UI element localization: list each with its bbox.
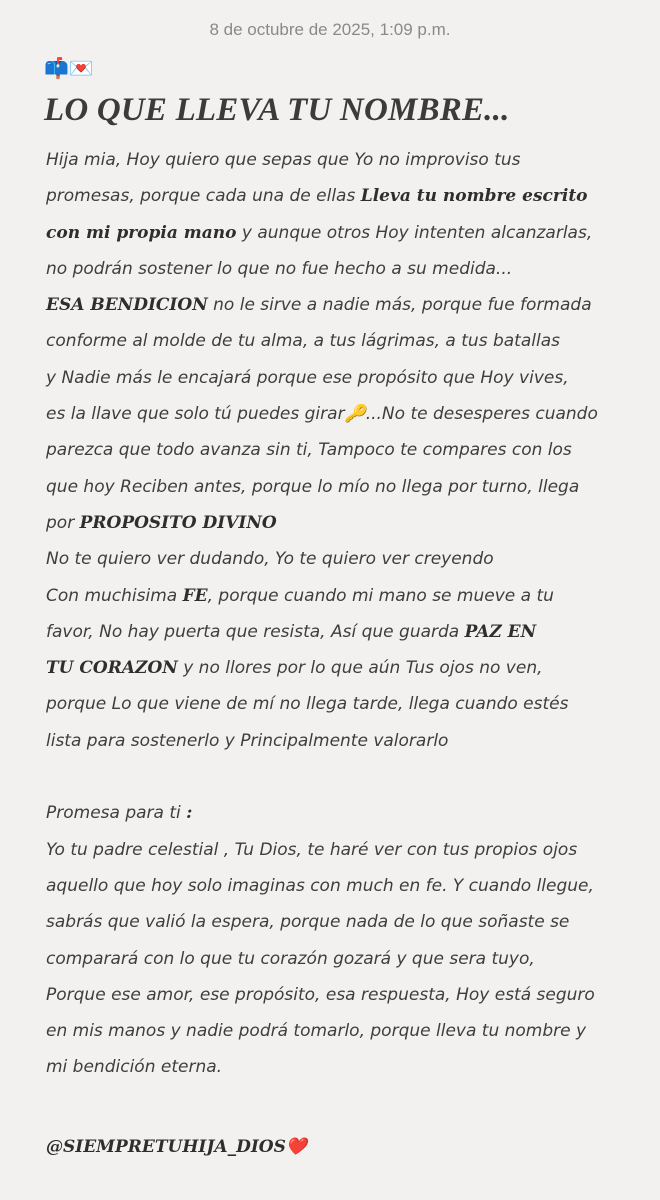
text-segment: y no llores por lo que aún Tus ojos no ven, bbox=[177, 658, 543, 679]
body-line bbox=[46, 432, 646, 468]
text-segment: por bbox=[46, 512, 80, 533]
text-segment: Porque ese amor, ese propósito, esa respuesta, Hoy está seguro bbox=[46, 984, 595, 1005]
text-segment: y Nadie más le encajará porque ese propósito que Hoy vives, bbox=[46, 367, 569, 388]
emphasized-text: PAZ EN bbox=[464, 621, 537, 642]
body-line bbox=[46, 469, 646, 505]
emphasized-text: PROPOSITO DIVINO bbox=[79, 512, 277, 533]
body-line bbox=[46, 1049, 646, 1085]
text-segment: parezca que todo avanza sin ti, Tampoco te compares con los bbox=[46, 440, 572, 461]
blank-line bbox=[46, 1086, 646, 1122]
body-line bbox=[46, 868, 646, 904]
body-line bbox=[46, 396, 646, 432]
body-line bbox=[46, 614, 646, 650]
body-line bbox=[46, 650, 646, 686]
body-line bbox=[46, 215, 646, 251]
body-line bbox=[46, 178, 646, 214]
mailbox-love-letter-emojis: 📫💌 bbox=[44, 56, 94, 80]
body-line bbox=[46, 723, 646, 759]
body-line bbox=[46, 142, 646, 178]
signature-line bbox=[46, 1127, 646, 1167]
body-line bbox=[46, 287, 646, 323]
text-segment: Yo tu padre celestial , Tu Dios, te haré ver con tus propios ojos bbox=[46, 839, 578, 860]
signature-handle: @SIEMPRETUHIJA_DIOS bbox=[46, 1137, 286, 1158]
body-line bbox=[46, 1013, 646, 1049]
text-segment: conforme al molde de tu alma, a tus lágrimas, a tus batallas bbox=[46, 331, 560, 352]
text-segment: es la llave que solo tú puedes girar🔑...No te desesperes cuando bbox=[46, 404, 598, 425]
note-timestamp: 8 de octubre de 2025, 1:09 p.m. bbox=[209, 20, 451, 39]
text-segment: Promesa para ti bbox=[46, 803, 187, 824]
text-segment: promesas, porque cada una de ellas bbox=[46, 186, 361, 207]
note-body[interactable] bbox=[46, 142, 646, 1167]
body-line bbox=[46, 251, 646, 287]
text-segment: Hija mia, Hoy quiero que sepas que Yo no improviso tus bbox=[46, 150, 521, 170]
emphasized-text: ESA BENDICION bbox=[46, 295, 208, 316]
note-title: LO QUE LLEVA TU NOMBRE... bbox=[44, 92, 510, 128]
text-segment: No te quiero ver dudando, Yo te quiero ver creyendo bbox=[46, 549, 494, 570]
body-line bbox=[46, 686, 646, 722]
text-segment: sabrás que valió la espera, porque nada de lo que soñaste se bbox=[46, 912, 570, 933]
body-line bbox=[46, 941, 646, 977]
body-line bbox=[46, 904, 646, 940]
body-line bbox=[46, 977, 646, 1013]
body-line bbox=[46, 323, 646, 359]
text-segment: lista para sostenerlo y Principalmente valorarlo bbox=[46, 730, 449, 751]
emphasized-text: con mi propia mano bbox=[46, 222, 237, 243]
text-segment: que hoy Reciben antes, porque lo mío no llega por turno, llega bbox=[46, 476, 580, 497]
emphasized-text: FE bbox=[182, 585, 208, 606]
text-segment: porque Lo que viene de mí no llega tarde, llega cuando estés bbox=[46, 694, 569, 715]
text-segment: no le sirve a nadie más, porque fue formada bbox=[207, 295, 592, 316]
body-line bbox=[46, 360, 646, 396]
body-line bbox=[46, 578, 646, 614]
emphasized-text: : bbox=[186, 803, 193, 824]
emphasized-text: TU CORAZON bbox=[46, 658, 178, 679]
text-segment: mi bendición eterna. bbox=[46, 1057, 223, 1078]
text-segment: , porque cuando mi mano se mueve a tu bbox=[207, 585, 554, 606]
text-segment: aquello que hoy solo imaginas con much en fe. Y cuando llegue, bbox=[46, 875, 594, 896]
text-segment: no podrán sostener lo que no fue hecho a su medida... bbox=[46, 258, 513, 279]
red-heart-icon: ❤️ bbox=[285, 1137, 308, 1158]
text-segment: en mis manos y nadie podrá tomarlo, porque lleva tu nombre y bbox=[46, 1021, 587, 1042]
body-line bbox=[46, 795, 646, 831]
body-line bbox=[46, 505, 646, 541]
body-line bbox=[46, 832, 646, 868]
text-segment: favor, No hay puerta que resista, Así que guarda bbox=[46, 621, 465, 642]
text-segment: Con muchisima bbox=[46, 585, 183, 606]
body-line bbox=[46, 541, 646, 577]
blank-line bbox=[46, 759, 646, 795]
text-segment: comparará con lo que tu corazón gozará y que sera tuyo, bbox=[46, 948, 535, 969]
emphasized-text: Lleva tu nombre escrito bbox=[360, 186, 588, 207]
text-segment: y aunque otros Hoy intenten alcanzarlas, bbox=[236, 222, 593, 243]
